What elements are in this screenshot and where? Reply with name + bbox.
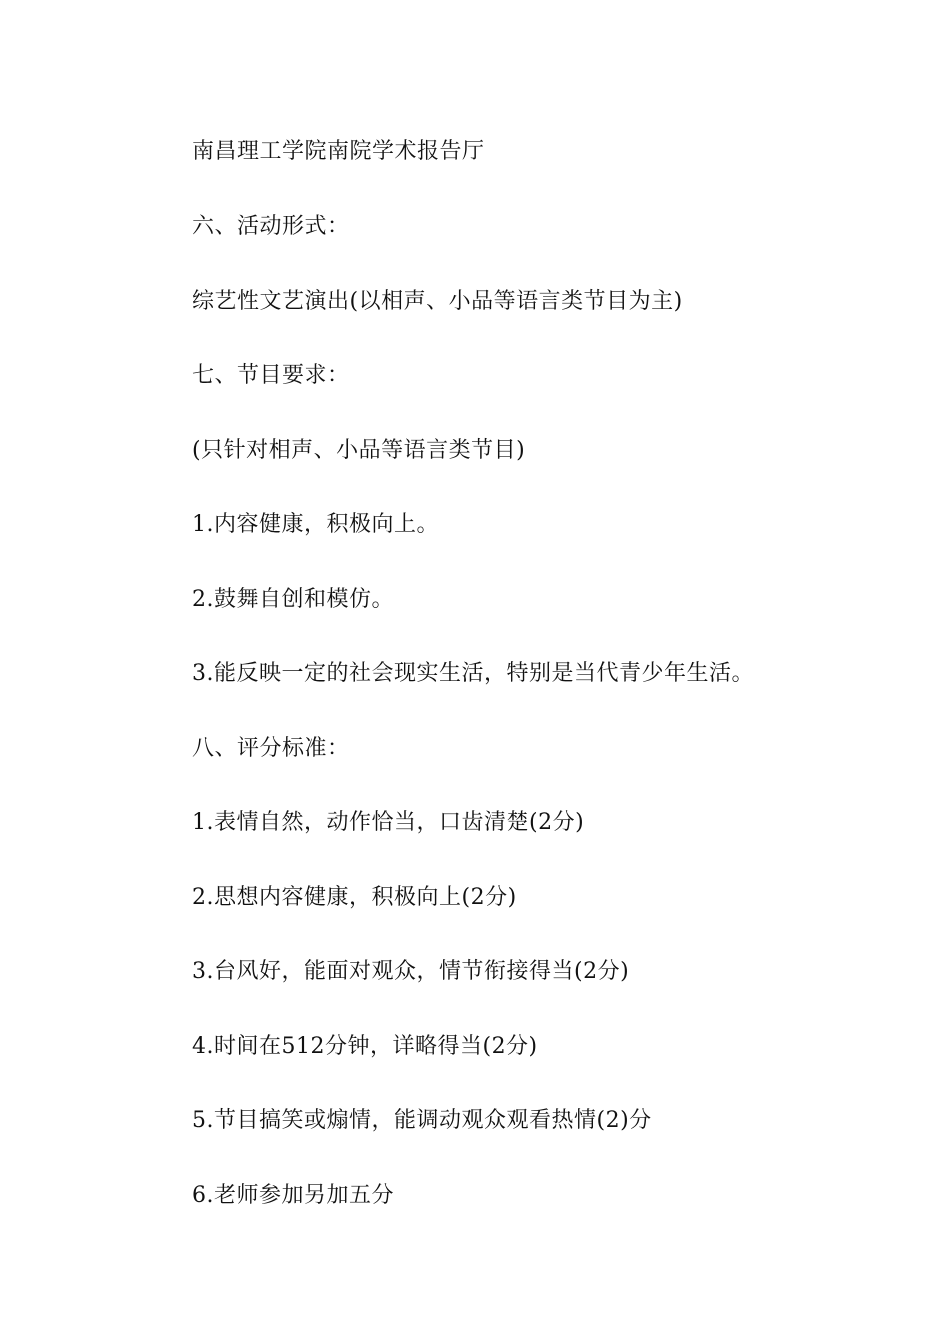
scoring-item: 4.时间在512分钟，详略得当(2分) xyxy=(192,1034,538,1059)
activity-form-text: 综艺性文艺演出(以相声、小品等语言类节目为主) xyxy=(192,289,683,314)
scoring-item: 6.老师参加另加五分 xyxy=(192,1183,394,1208)
requirement-item: 1.内容健康，积极向上。 xyxy=(192,512,439,537)
requirement-item: 2.鼓舞自创和模仿。 xyxy=(192,587,394,612)
venue-text: 南昌理工学院南院学术报告厅 xyxy=(192,139,485,164)
requirement-item: 3.能反映一定的社会现实生活，特别是当代青少年生活。 xyxy=(192,661,754,686)
scoring-item: 5.节目搞笑或煽情，能调动观众观看热情(2)分 xyxy=(192,1108,652,1133)
scoring-item: 1.表情自然，动作恰当，口齿清楚(2分) xyxy=(192,810,585,835)
requirements-note: (只针对相声、小品等语言类节目) xyxy=(192,438,526,463)
section-heading-program-requirements: 七、节目要求： xyxy=(192,363,350,388)
scoring-item: 3.台风好，能面对观众，情节衔接得当(2分) xyxy=(192,959,630,984)
section-heading-scoring-criteria: 八、评分标准： xyxy=(192,736,350,761)
section-heading-activity-form: 六、活动形式： xyxy=(192,214,350,239)
scoring-item: 2.思想内容健康，积极向上(2分) xyxy=(192,885,517,910)
